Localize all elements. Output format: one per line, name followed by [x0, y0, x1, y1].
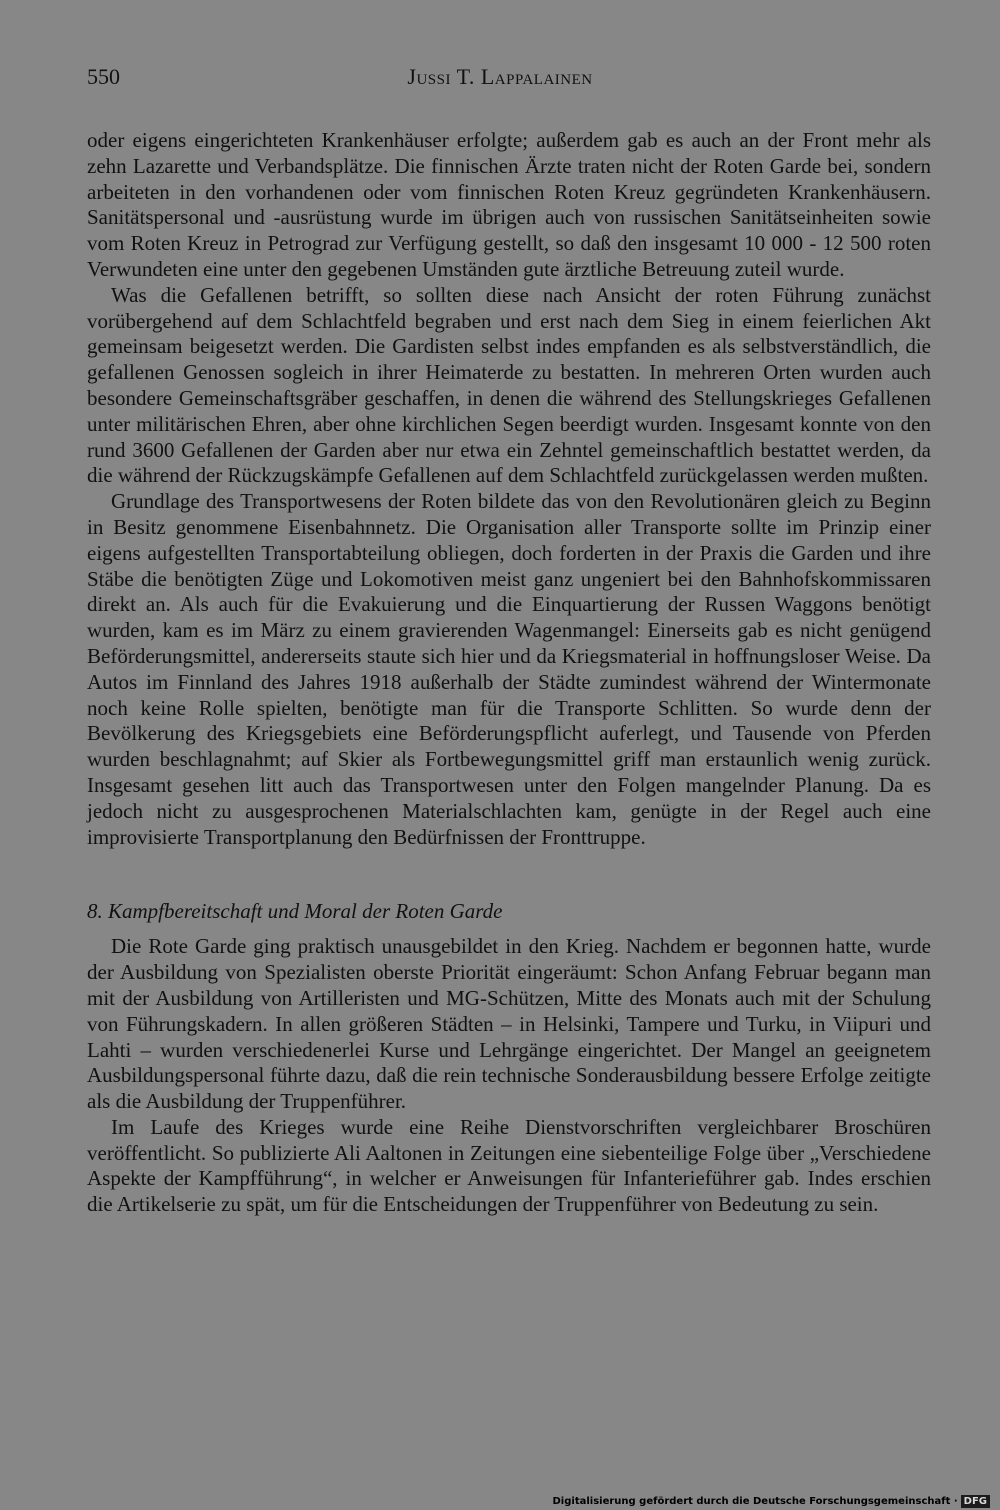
page-body	[87, 128, 931, 1218]
footer-text: Digitalisierung gefördert durch die Deutsche Forschungsgemeinschaft ·	[552, 1496, 958, 1507]
running-head-author: Jussi T. Lappalainen	[407, 64, 593, 89]
page-number: 550	[87, 64, 120, 89]
paragraph: Was die Gefallenen betrifft, so sollten diese nach Ansicht der roten Führung zunächst vorübergehend auf dem Schlachtfeld begraben und erst nach dem Sieg in einem feierlichen Akt gemeinsam beigesetzt werden. Die Gardisten selbst indes empfanden es als selbstverständlich, die gefallenen Genossen sogleich in ihrer Heimaterde zu bestatten. In mehreren Orten wurden auch besondere Gemeinschaftsgräber geschaffen, in denen die während des Stellungskrieges Gefallenen unter militärischen Ehren, aber ohne kirchlichen Segen beerdigt wurden. Insgesamt konnte von den rund 3600 Gefallenen der Garden aber nur etwa ein Zehntel gemeinschaftlich bestattet werden, da die während der Rückzugskämpfe Gefallenen auf dem Schlachtfeld zurückgelassen werden mußten.	[87, 282, 931, 488]
dfg-logo: DFG	[961, 1495, 990, 1508]
paragraph: Im Laufe des Krieges wurde eine Reihe Dienstvorschriften vergleichbarer Broschüren veröffentlicht. So publizierte Ali Aaltonen in Zeitungen eine siebenteilige Folge über „Verschiedene Aspekte der Kampfführung“, in welcher er Anweisungen für Infanterieführer gab. Indes erschien die Artikelserie zu spät, um für die Entscheidungen der Truppenführer von Bedeutung zu sein.	[87, 1114, 931, 1217]
paragraph: Die Rote Garde ging praktisch unausgebildet in den Krieg. Nachdem er begonnen hatte, wurde der Ausbildung von Spezialisten oberste Priorität eingeräumt: Schon Anfang Februar begann man mit der Ausbildung von Artilleristen und MG-Schützen, Mitte des Monats auch mit der Schulung von Führungskadern. In allen größeren Städten – in Helsinki, Tampere und Turku, in Viipuri und Lahti – wurden verschiedenerlei Kurse und Lehrgänge eingerichtet. Der Mangel an geeignetem Ausbildungspersonal führte dazu, daß die rein technische Sonderausbildung bessere Erfolge zeitigte als die Ausbildung der Truppenführer.	[87, 934, 931, 1114]
paragraph: Grundlage des Transportwesens der Roten bildete das von den Revolutionären gleich zu Beginn in Besitz genommene Eisenbahnnetz. Die Organisation aller Transporte sollte im Prinzip einer eigens aufgestellten Transportabteilung obliegen, doch forderten in der Praxis die Garden und ihre Stäbe die benötigten Züge und Lokomotiven meist ganz ungeniert bei den Bahnhofskommissaren direkt an. Als auch für die Evakuierung und die Einquartierung der Russen Waggons benötigt wurden, kam es im März zu einem gravierenden Wagenmangel: Einerseits gab es nicht genügend Beförderungsmittel, andererseits staute sich hier und da Kriegsmaterial in hoffnungsloser Weise. Da Autos im Finnland des Jahres 1918 außerhalb der Städte zumindest während der Wintermonate noch keine Rolle spielten, benötigte man für die Transporte Schlitten. So wurde denn der Bevölkerung des Kriegsgebiets eine Beförderungspflicht auferlegt, und Tausende von Pferden wurden beschlagnahmt; auf Skier als Fortbewegungsmittel griff man erstaunlich wenig zurück. Insgesamt gesehen litt auch das Transportwesen unter den Folgen mangelnder Planung. Da es jedoch nicht zu ausgesprochenen Materialschlachten kam, genügte in der Regel auch eine improvisierte Transportplanung den Bedürfnissen der Fronttruppe.	[87, 489, 931, 849]
section-heading: 8. Kampfbereitschaft und Moral der Roten Garde	[87, 899, 503, 924]
paragraph: oder eigens eingerichteten Krankenhäuser erfolgte; außerdem gab es auch an der Front mehr als zehn Lazarette und Verbandsplätze. Die finnischen Ärzte traten nicht der Roten Garde bei, sondern arbeiteten in den vorhandenen oder vom finnischen Roten Kreuz gegründeten Krankenhäusern. Sanitätspersonal und -ausrüstung wurde im übrigen auch von russischen Sanitätseinheiten sowie vom Roten Kreuz in Petrograd zur Verfügung gestellt, so daß den insgesamt 10 000 - 12 500 roten Verwundeten eine unter den gegebenen Umständen gute ärztliche Betreuung zuteil wurde.	[87, 128, 931, 281]
digitization-footer	[553, 1495, 991, 1508]
